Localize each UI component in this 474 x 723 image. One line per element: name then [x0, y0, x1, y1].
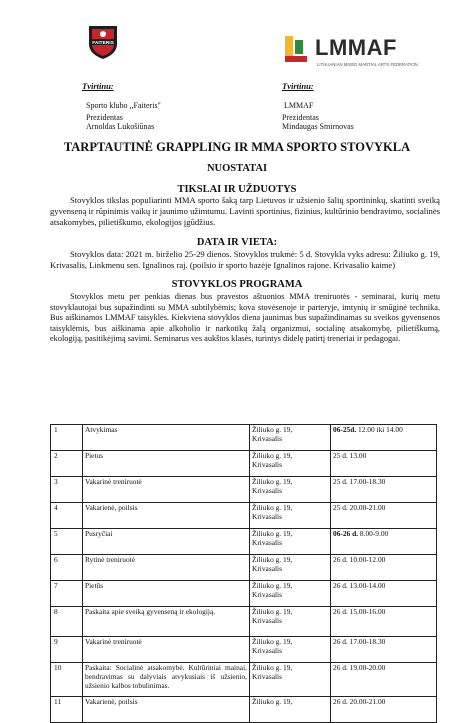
row-number: 11 — [51, 697, 83, 723]
row-place-street: Žiliuko g. 19, — [252, 425, 293, 434]
row-place-village: Krivasalis — [252, 485, 282, 495]
row-place — [250, 451, 331, 477]
row-activity: Atvykimas — [83, 425, 250, 451]
row-day: 25 d. — [333, 503, 348, 512]
table-row — [51, 697, 437, 723]
row-day: 26 d. — [333, 555, 348, 564]
row-time — [331, 451, 437, 477]
row-number: 3 — [51, 477, 83, 503]
row-day: 26 d. — [333, 637, 348, 646]
row-number: 6 — [51, 555, 83, 581]
row-day: 06-26 d. — [333, 529, 359, 538]
row-time — [331, 607, 437, 637]
row-hours: 17.00-18.30 — [347, 477, 386, 486]
row-number: 1 — [51, 425, 83, 451]
row-hours: 8.00-9.00 — [358, 529, 389, 538]
faiteris-logo — [87, 24, 119, 60]
row-hours: 15.00-16.00 — [347, 607, 386, 616]
row-time — [331, 555, 437, 581]
approve-label-left: Tvirtinu: — [82, 81, 114, 91]
table-row — [51, 663, 437, 697]
row-place-village: Krivasalis — [252, 645, 282, 655]
row-hours: 17.00-18.30 — [347, 637, 386, 646]
row-activity: Pietus — [83, 451, 250, 477]
row-activity: Paskaita: Socialinė atsakomybė. Kultūriniai mainai, bendravimas su dalyviais atvykusiais iš užsienio, užsienio kalbos tobulinimas. — [83, 663, 250, 697]
document-title: TARPTAUTINĖ GRAPPLING IR MMA SPORTO STOVYKLA — [63, 140, 411, 154]
row-day: 26 d. — [333, 663, 348, 672]
table-row — [51, 581, 437, 607]
row-place-street: Žiliuko g. 19, — [252, 581, 293, 590]
row-day: 26 d. — [333, 581, 348, 590]
row-time — [331, 581, 437, 607]
row-activity: Rytinė treniruotė — [83, 555, 250, 581]
table-row — [51, 451, 437, 477]
row-place-street: Žiliuko g. 19, — [252, 555, 293, 564]
row-number: 8 — [51, 607, 83, 637]
approve-org-left: Sporto klubo ,,Faiteris" — [86, 101, 161, 110]
row-place-village: Krivasalis — [252, 671, 282, 681]
row-hours: 13.00 — [347, 451, 367, 460]
lmmaf-logo-subtitle: LITHUANIAN MIXED MARTIAL ARTS FEDERATION — [317, 62, 418, 67]
row-activity: Pusryčiai — [83, 529, 250, 555]
row-number: 10 — [51, 663, 83, 697]
row-activity: Vakarienė, poilsis — [83, 697, 250, 723]
row-number: 5 — [51, 529, 83, 555]
row-place-street: Žiliuko g. 19, — [252, 607, 293, 616]
approve-label-right: Tvirtinu: — [282, 81, 314, 91]
row-day: 06-25d. — [333, 425, 357, 434]
table-row — [51, 503, 437, 529]
row-place-street: Žiliuko g. 19, — [252, 529, 293, 538]
row-place-village: Krivasalis — [252, 615, 282, 625]
row-activity: Vakarinė treniruotė — [83, 477, 250, 503]
row-place — [250, 607, 331, 637]
row-time — [331, 425, 437, 451]
approve-person-right: Mindaugas Smirnovas — [282, 122, 354, 131]
row-place — [250, 697, 331, 723]
row-place-village: Krivasalis — [252, 459, 282, 469]
svg-text:FAITERIS: FAITERIS — [92, 41, 114, 46]
row-time — [331, 663, 437, 697]
row-time — [331, 477, 437, 503]
row-number: 4 — [51, 503, 83, 529]
row-place-village: Krivasalis — [252, 563, 282, 573]
row-activity: Vakarinė treniruotė — [83, 637, 250, 663]
row-place — [250, 425, 331, 451]
row-day: 26 d. — [333, 607, 348, 616]
approve-role-left: Prezidentas — [86, 113, 123, 122]
schedule-table — [50, 424, 437, 723]
row-hours: 12.00 iki 14.00 — [356, 425, 403, 434]
row-hours: 13.00-14.00 — [347, 581, 386, 590]
row-place — [250, 529, 331, 555]
row-place — [250, 503, 331, 529]
row-time — [331, 637, 437, 663]
goals-text: Stovyklos tikslas populiarinti MMA sporto šaką tarp Lietuvos ir užsienio šalių sportininkų, skatinti sveiką gyvenseną ir rūpinimis vaikų ir jaunimo užimtumu. Lavinti sportinius, fizinius, kultūrinio bendravimo, socialinės atsakomybės, pilietiškumo, ekologijos įgūdžius. — [50, 195, 440, 227]
table-row — [51, 425, 437, 451]
lmmaf-logo — [281, 34, 431, 74]
program-heading: STOVYKLOS PROGRAMA — [171, 279, 303, 290]
program-text: Stovyklos metu per penkias dienas bus pravestos aštuonios MMA treniruotės - seminarai, kurių metu stovyklautojai bus supažindinti su MMA subtilybėmis; kova stovėsenoje ir parteryje, imtynių ir smūginė technika. Bus aiškinamos LMMAF taisyklės. Kiekviena stovyklos diena jaunimas bus supažindinamas su sveikos gyvensenos taisyklėmis, bus aiškinama apie alkoholio ir narkotikų žalą organizmui, socialinę atsakomybę, pilietiškumą, ekologiją, pasitikėjimą savimi. Seminarus ves aukštos klasės, turintys didelę patirtį treneriai ir pedagogai. — [50, 292, 440, 344]
table-row — [51, 637, 437, 663]
date-heading: DATA IR VIETA: — [196, 237, 278, 248]
row-hours: 20.00-21.00 — [347, 697, 386, 706]
row-place-street: Žiliuko g. 19, — [252, 637, 293, 646]
row-place-street: Žiliuko g. 19, — [252, 663, 293, 672]
approve-role-right: Prezidentas — [282, 113, 319, 122]
row-day: 25 d. — [333, 477, 348, 486]
row-place-street: Žiliuko g. 19, — [252, 697, 293, 706]
row-activity: Paskaita apie sveiką gyvenseną ir ekologiją. — [83, 607, 250, 637]
approve-org-right: LMMAF — [284, 101, 314, 110]
table-row — [51, 607, 437, 637]
table-row — [51, 477, 437, 503]
row-number: 7 — [51, 581, 83, 607]
row-day: 26 d. — [333, 697, 348, 706]
row-hours: 19.00-20.00 — [347, 663, 386, 672]
table-row — [51, 555, 437, 581]
row-time — [331, 503, 437, 529]
row-place-street: Žiliuko g. 19, — [252, 477, 293, 486]
table-row — [51, 529, 437, 555]
row-number: 2 — [51, 451, 83, 477]
row-hours: 10.00-12.00 — [347, 555, 386, 564]
document-subtitle: NUOSTATAI — [206, 163, 268, 174]
row-place — [250, 477, 331, 503]
row-place — [250, 581, 331, 607]
row-number: 9 — [51, 637, 83, 663]
row-place — [250, 555, 331, 581]
row-day: 25 d. — [333, 451, 348, 460]
row-place-street: Žiliuko g. 19, — [252, 451, 293, 460]
approve-person-left: Arnoldas Lukošiūnas — [86, 122, 155, 131]
lmmaf-mark-icon — [281, 34, 311, 64]
row-time — [331, 697, 437, 723]
row-place-village: Krivasalis — [252, 537, 282, 547]
row-place-street: Žiliuko g. 19, — [252, 503, 293, 512]
row-place — [250, 663, 331, 697]
date-text: Stovyklos data: 2021 m. birželio 25-29 dienos. Stovyklos trukmė: 5 d. Stovykla vyks adresu: Žiliuko g. 19, Krivasalis, Linkmenu sen. Ignalinos raj. (poilsio ir sporto bazėje Ignalinos rajone. Krivasalio kaime) — [50, 249, 440, 270]
row-place-village: Krivasalis — [252, 589, 282, 599]
row-place-village: Krivasalis — [252, 433, 282, 443]
row-activity: Vakarienė, poilsis — [83, 503, 250, 529]
row-place-village: Krivasalis — [252, 511, 282, 521]
row-activity: Pietūs — [83, 581, 250, 607]
row-place — [250, 637, 331, 663]
lmmaf-logo-name: LMMAF — [315, 35, 397, 60]
row-hours: 20.00-21.00 — [347, 503, 386, 512]
goals-heading: TIKSLAI IR UŽDUOTYS — [177, 184, 297, 195]
row-time — [331, 529, 437, 555]
